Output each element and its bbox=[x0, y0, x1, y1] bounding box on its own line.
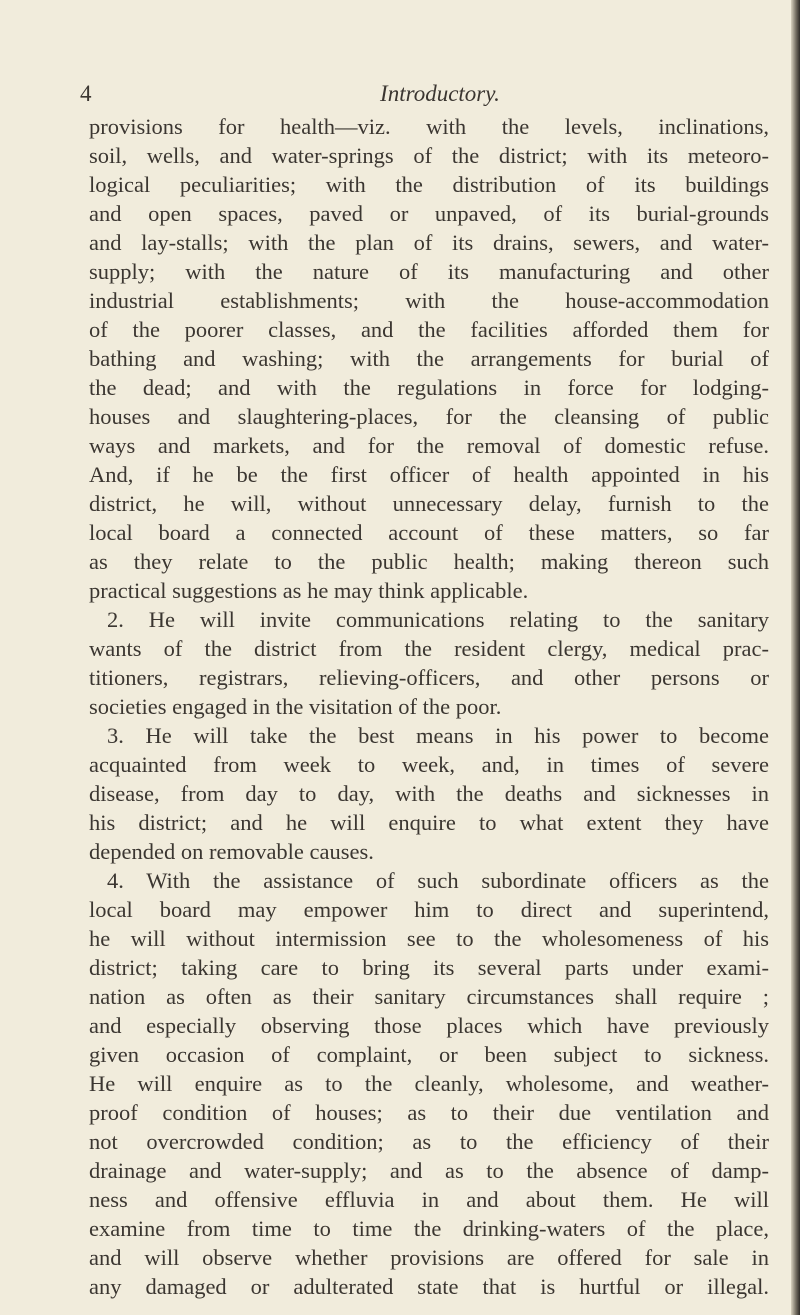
text-line: logical peculiarities; with the distribution of its buildings bbox=[89, 172, 769, 197]
text-line: 3. He will take the best means in his power to become bbox=[107, 723, 769, 748]
text-line: 4. With the assistance of such subordinate officers as the bbox=[107, 868, 769, 893]
text-line: bathing and washing; with the arrangements for burial of bbox=[89, 346, 769, 371]
text-line: titioners, registrars, relieving-officers, and other persons or bbox=[89, 665, 769, 690]
text-line: 2. He will invite communications relating to the sanitary bbox=[107, 607, 769, 632]
text-line: disease, from day to day, with the deaths and sicknesses in bbox=[89, 781, 769, 806]
text-line: and open spaces, paved or unpaved, of its burial-grounds bbox=[89, 201, 769, 226]
text-line: proof condition of houses; as to their due ventilation and bbox=[89, 1100, 769, 1125]
text-line: He will enquire as to the cleanly, wholesome, and weather- bbox=[89, 1071, 769, 1096]
text-line: soil, wells, and water-springs of the district; with its meteoro- bbox=[89, 143, 769, 168]
text-line: nation as often as their sanitary circumstances shall require ; bbox=[89, 984, 769, 1009]
text-line: acquainted from week to week, and, in times of severe bbox=[89, 752, 769, 777]
text-line: practical suggestions as he may think applicable. bbox=[89, 578, 529, 603]
text-line: local board may empower him to direct and superintend, bbox=[89, 897, 769, 922]
text-line: ness and offensive effluvia in and about them. He will bbox=[89, 1187, 769, 1212]
text-line: not overcrowded condition; as to the efficiency of their bbox=[89, 1129, 769, 1154]
text-line: as they relate to the public health; making thereon such bbox=[89, 549, 769, 574]
text-line: wants of the district from the resident clergy, medical prac- bbox=[89, 636, 769, 661]
text-line: ways and markets, and for the removal of domestic refuse. bbox=[89, 433, 769, 458]
page-number: 4 bbox=[80, 81, 92, 106]
text-line: industrial establishments; with the house-accommodation bbox=[89, 288, 769, 313]
text-line: and especially observing those places which have previously bbox=[89, 1013, 769, 1038]
text-line: his district; and he will enquire to what extent they have bbox=[89, 810, 769, 835]
text-line: any damaged or adulterated state that is hurtful or illegal. bbox=[89, 1274, 769, 1299]
text-line: given occasion of complaint, or been subject to sickness. bbox=[89, 1042, 769, 1067]
text-line: local board a connected account of these matters, so far bbox=[89, 520, 769, 545]
text-line: district, he will, without unnecessary delay, furnish to the bbox=[89, 491, 769, 516]
text-line: And, if he be the first officer of health appointed in his bbox=[89, 462, 769, 487]
running-title: Introductory. bbox=[380, 81, 500, 106]
page-body-text bbox=[89, 112, 769, 1301]
text-line: houses and slaughtering-places, for the cleansing of public bbox=[89, 404, 769, 429]
text-line: and will observe whether provisions are offered for sale in bbox=[89, 1245, 769, 1270]
page-edge-shadow bbox=[791, 0, 800, 1315]
text-line: district; taking care to bring its several parts under exami- bbox=[89, 955, 769, 980]
text-line: the dead; and with the regulations in force for lodging- bbox=[89, 375, 769, 400]
text-line: and lay-stalls; with the plan of its drains, sewers, and water- bbox=[89, 230, 769, 255]
text-line: of the poorer classes, and the facilities afforded them for bbox=[89, 317, 769, 342]
text-line: societies engaged in the visitation of the poor. bbox=[89, 694, 502, 719]
text-line: supply; with the nature of its manufacturing and other bbox=[89, 259, 769, 284]
running-header bbox=[80, 80, 770, 108]
text-line: examine from time to time the drinking-waters of the place, bbox=[89, 1216, 769, 1241]
text-line: drainage and water-supply; and as to the absence of damp- bbox=[89, 1158, 769, 1183]
text-line: he will without intermission see to the wholesomeness of his bbox=[89, 926, 769, 951]
text-line: depended on removable causes. bbox=[89, 839, 374, 864]
text-line: provisions for health—viz. with the levels, inclinations, bbox=[89, 114, 769, 139]
